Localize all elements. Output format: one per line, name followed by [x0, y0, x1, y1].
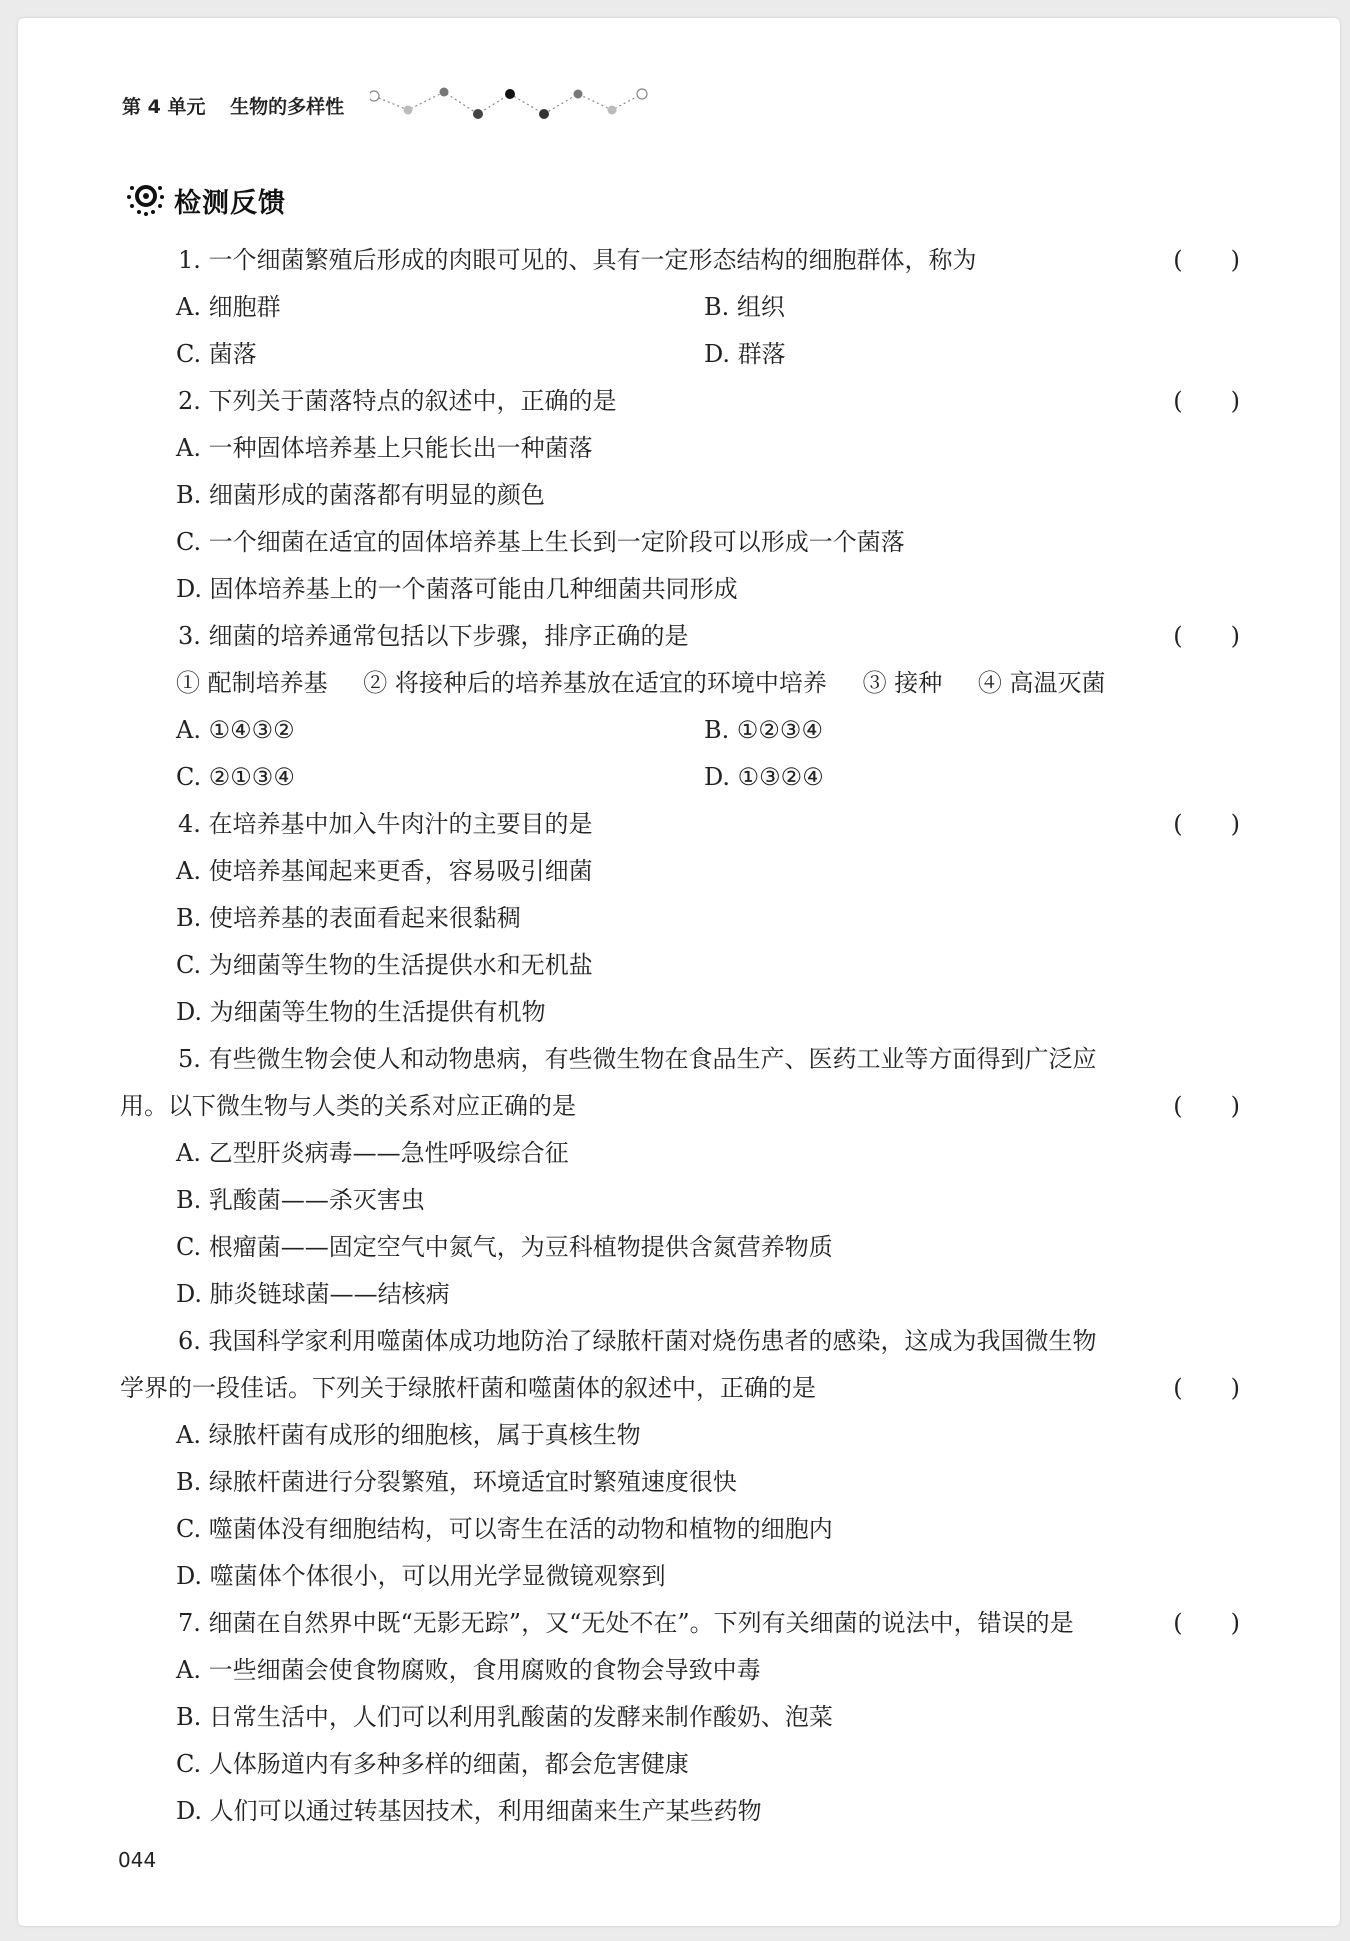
unit-title: 生物的多样性: [230, 96, 345, 118]
answer-bracket: ( ): [1173, 1609, 1240, 1637]
page-number: 044: [118, 1848, 157, 1872]
question-7-stem: [120, 1600, 1240, 1647]
option-a: A. ①④③②: [176, 716, 295, 744]
running-header: [122, 92, 344, 119]
question-3-steps: [120, 660, 1240, 707]
question-5-stem: 5. 有些微生物会使人和动物患病，有些微生物在食品生产、医药工业等方面得到广泛应: [178, 1045, 1097, 1073]
question-2-stem: [120, 378, 1240, 425]
answer-bracket: ( ): [1173, 246, 1240, 274]
option-d: D. 人们可以通过转基因技术，利用细菌来生产某些药物: [176, 1797, 762, 1825]
option-c: C. 为细菌等生物的生活提供水和无机盐: [176, 951, 593, 979]
option-d: D. 为细菌等生物的生活提供有机物: [176, 998, 546, 1026]
option-c: C. 一个细菌在适宜的固体培养基上生长到一定阶段可以形成一个菌落: [176, 528, 905, 556]
option-a: A. 一种固体培养基上只能长出一种菌落: [176, 434, 593, 462]
question-text: 2. 下列关于菌落特点的叙述中，正确的是: [178, 387, 617, 415]
step-2: ② 将接种后的培养基放在适宜的环境中培养: [363, 669, 827, 697]
option-c: C. 菌落: [176, 340, 257, 368]
answer-bracket: ( ): [1173, 622, 1240, 650]
option-a: A. 绿脓杆菌有成形的细胞核，属于真核生物: [176, 1421, 641, 1449]
question-text: 4. 在培养基中加入牛肉汁的主要目的是: [178, 810, 593, 838]
option-b: B. 组织: [704, 293, 785, 321]
dotted-wave-decoration: [370, 84, 650, 120]
question-text: 用。以下微生物与人类的关系对应正确的是: [120, 1092, 576, 1120]
step-4: ④ 高温灭菌: [977, 669, 1106, 697]
answer-bracket: ( ): [1173, 810, 1240, 838]
question-text: 学界的一段佳话。下列关于绿脓杆菌和噬菌体的叙述中，正确的是: [120, 1374, 816, 1402]
question-3-options-cd: [120, 754, 1240, 801]
option-c: C. 根瘤菌——固定空气中氮气，为豆科植物提供含氮营养物质: [176, 1233, 833, 1261]
step-3: ③ 接种: [862, 669, 943, 697]
option-b: B. 使培养基的表面看起来很黏稠: [176, 904, 521, 932]
option-c: C. 噬菌体没有细胞结构，可以寄生在活的动物和植物的细胞内: [176, 1515, 833, 1543]
option-d: D. 肺炎链球菌——结核病: [176, 1280, 450, 1308]
option-d: D. 噬菌体个体很小，可以用光学显微镜观察到: [176, 1562, 666, 1590]
option-d: D. 群落: [704, 340, 786, 368]
question-1-stem: [120, 237, 1240, 284]
section-title: 检测反馈: [174, 187, 286, 219]
option-c: C. 人体肠道内有多种多样的细菌，都会危害健康: [176, 1750, 689, 1778]
question-text: 1. 一个细菌繁殖后形成的肉眼可见的、具有一定形态结构的细胞群体，称为: [178, 246, 977, 274]
question-4-stem: [120, 801, 1240, 848]
question-3-stem: [120, 613, 1240, 660]
answer-bracket: ( ): [1173, 1374, 1240, 1402]
section-heading: [122, 180, 286, 220]
option-b: B. 日常生活中，人们可以利用乳酸菌的发酵来制作酸奶、泡菜: [176, 1703, 833, 1731]
option-b: B. 绿脓杆菌进行分裂繁殖，环境适宜时繁殖速度很快: [176, 1468, 737, 1496]
option-a: A. 一些细菌会使食物腐败，食用腐败的食物会导致中毒: [176, 1656, 761, 1684]
option-d: D. ①③②④: [704, 763, 824, 791]
question-1-options-ab: [120, 284, 1240, 331]
option-a: A. 细胞群: [176, 293, 281, 321]
step-1: ① 配制培养基: [176, 669, 328, 697]
question-3-options-ab: [120, 707, 1240, 754]
option-a: A. 使培养基闻起来更香，容易吸引细菌: [176, 857, 593, 885]
bulb-icon: [122, 180, 166, 220]
question-text: 3. 细菌的培养通常包括以下步骤，排序正确的是: [178, 622, 689, 650]
unit-label: 第 4 单元: [122, 96, 206, 118]
answer-bracket: ( ): [1173, 1092, 1240, 1120]
option-c: C. ②①③④: [176, 763, 295, 791]
question-text: 7. 细菌在自然界中既“无影无踪”，又“无处不在”。下列有关细菌的说法中，错误的是: [178, 1609, 1074, 1637]
question-list: [120, 237, 1240, 1835]
option-d: D. 固体培养基上的一个菌落可能由几种细菌共同形成: [176, 575, 738, 603]
option-b: B. ①②③④: [704, 716, 823, 744]
question-6-stem: 6. 我国科学家利用噬菌体成功地防治了绿脓杆菌对烧伤患者的感染，这成为我国微生物: [178, 1327, 1097, 1355]
answer-bracket: ( ): [1173, 387, 1240, 415]
question-5-stem-continued: [120, 1083, 1240, 1130]
question-1-options-cd: [120, 331, 1240, 378]
option-a: A. 乙型肝炎病毒——急性呼吸综合征: [176, 1139, 569, 1167]
option-b: B. 乳酸菌——杀灭害虫: [176, 1186, 425, 1214]
option-b: B. 细菌形成的菌落都有明显的颜色: [176, 481, 545, 509]
question-6-stem-continued: [120, 1365, 1240, 1412]
